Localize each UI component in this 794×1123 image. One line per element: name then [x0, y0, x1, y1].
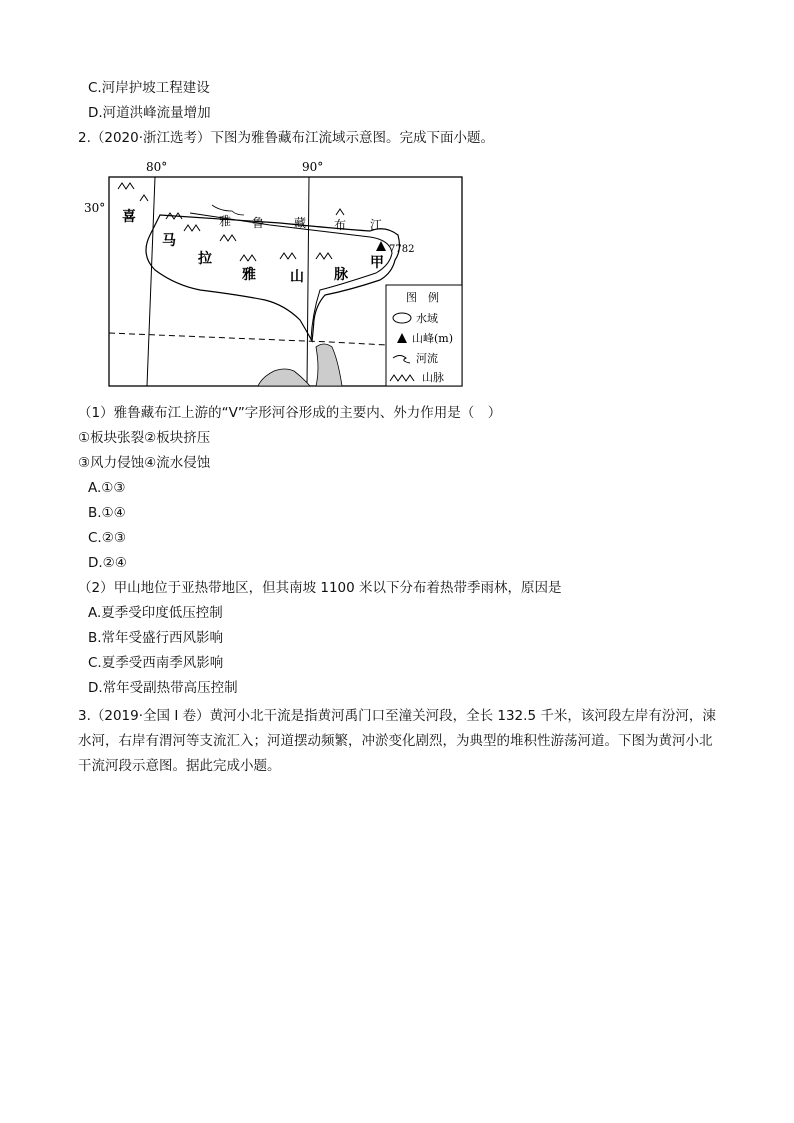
q2-option-c: C.夏季受西南季风影响	[88, 655, 224, 671]
legend-water: 水域	[416, 312, 438, 325]
yarlung-tsangpo-map	[80, 155, 480, 390]
sub-question-1: （1）雅鲁藏布江上游的“V”字形河谷形成的主要内、外力作用是（ ）	[78, 405, 502, 421]
q2-option-d: D.常年受副热带高压控制	[88, 680, 238, 696]
option-c-prev: C.河岸护坡工程建设	[88, 80, 210, 96]
statement-line-1: ①板块张裂②板块挤压	[78, 430, 211, 446]
q2-option-a: A.夏季受印度低压控制	[88, 605, 223, 621]
river-char-4: 布	[334, 218, 347, 232]
river-char-5: 江	[370, 218, 383, 232]
himalaya-char-3: 拉	[198, 251, 212, 267]
himalaya-char-1: 喜	[122, 209, 136, 225]
peak-name: 甲	[370, 255, 384, 271]
lon-80-label: 80°	[146, 160, 168, 174]
map-legend	[386, 285, 462, 386]
question-3-stem: 3.（2019·全国 I 卷）黄河小北干流是指黄河禹门口至潼关河段，全长 132.5 千米，该河段左岸有汾河，涑水河，右岸有渭河等支流汇入；河道摆动频繁，冲淤变化剧烈，为典型的堆积性游荡河道。下图为黄河小北干流河段示意图。据此完成小题。	[78, 708, 716, 774]
sub-question-2: （2）甲山地位于亚热带地区，但其南坡 1100 米以下分布着热带季雨林，原因是	[78, 580, 562, 596]
legend-river: 河流	[416, 352, 438, 365]
q1-option-a: A.①③	[88, 480, 126, 496]
lon-90-label: 90°	[302, 160, 324, 174]
peak-height: 7782	[389, 244, 415, 255]
legend-peak: 山峰(m)	[412, 332, 454, 345]
q1-option-c: C.②③	[88, 530, 126, 546]
q1-option-b: B.①④	[88, 505, 126, 521]
himalaya-char-4: 雅	[242, 267, 256, 283]
himalaya-char-2: 马	[162, 233, 176, 249]
peak-icon	[376, 241, 386, 251]
option-d-prev: D.河道洪峰流量增加	[88, 105, 211, 121]
question-2-stem: 2.（2020·浙江选考）下图为雅鲁藏布江流域示意图。完成下面小题。	[78, 130, 495, 146]
legend-mountain: 山脉	[422, 371, 444, 384]
q2-option-b: B.常年受盛行西风影响	[88, 630, 224, 646]
legend-water-icon	[393, 313, 411, 323]
river-char-1: 雅	[219, 214, 232, 228]
legend-title: 图 例	[406, 291, 439, 304]
river-char-2: 鲁	[252, 216, 265, 230]
statement-line-2: ③风力侵蚀④流水侵蚀	[78, 455, 211, 471]
lat-30-label: 30°	[84, 201, 106, 215]
river-char-3: 藏	[294, 216, 307, 230]
q1-option-d: D.②④	[88, 555, 127, 571]
himalaya-char-5: 山	[290, 269, 304, 285]
himalaya-char-6: 脉	[334, 267, 348, 283]
